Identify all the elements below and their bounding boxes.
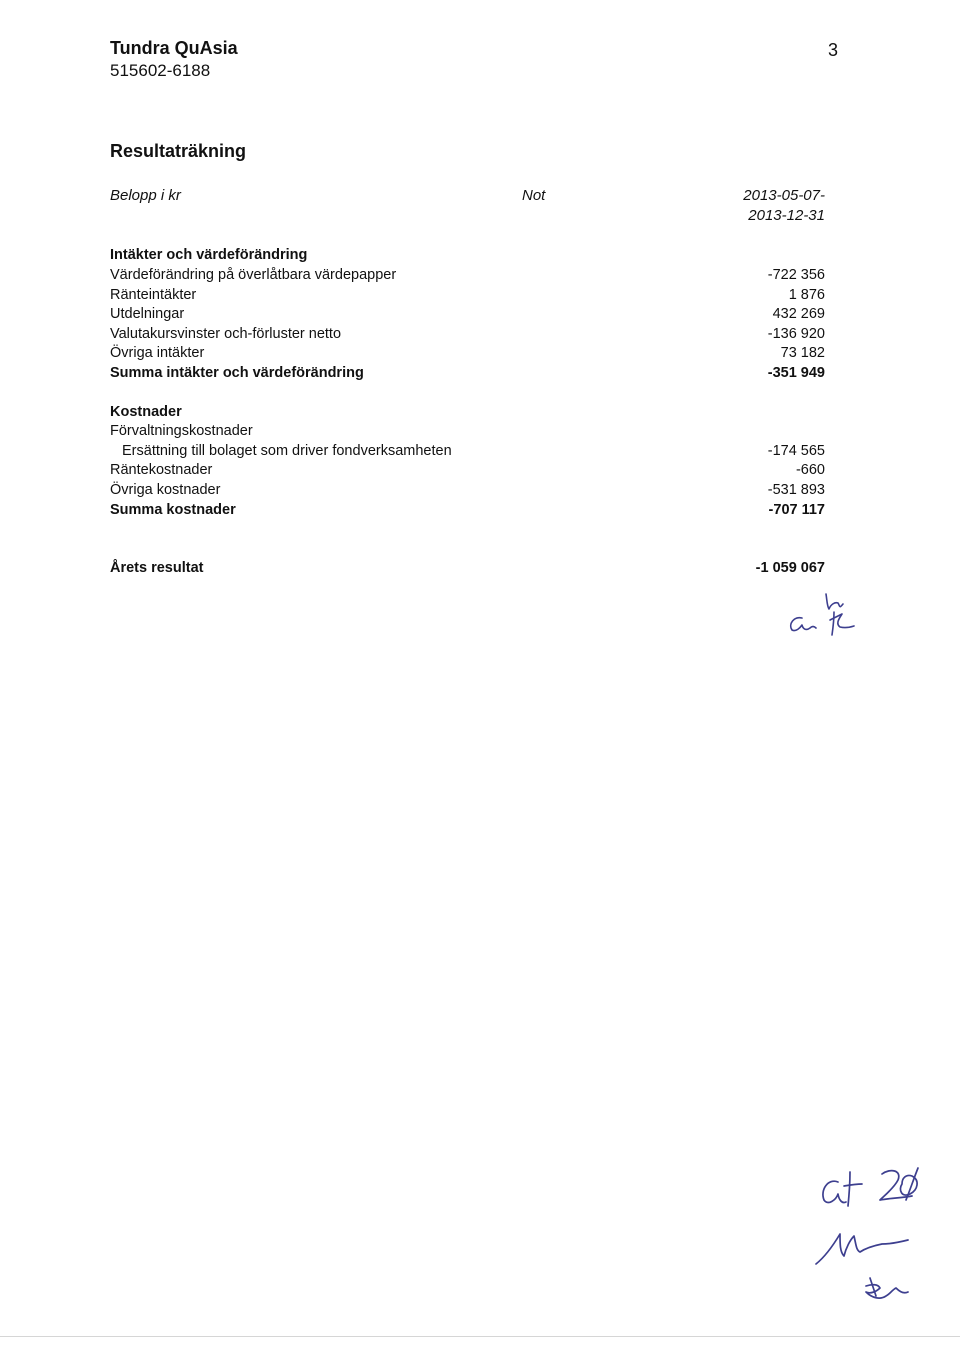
annual-result-label: Årets resultat	[110, 560, 204, 576]
income-section	[110, 245, 825, 265]
signature-initials	[810, 1160, 950, 1310]
income-row-value: 432 269	[772, 306, 825, 322]
income-row-label: Valutakursvinster och-förluster netto	[110, 326, 342, 342]
income-row-value: 1 876	[788, 287, 825, 303]
organization-number: 515602-6188	[110, 61, 211, 80]
cost-row-label: Räntekostnader	[110, 462, 213, 478]
company-name: Tundra QuAsia	[110, 38, 238, 58]
annual-result-row	[110, 558, 825, 578]
costs-total-label: Summa kostnader	[110, 502, 236, 518]
income-row-value: 73 182	[780, 345, 825, 361]
costs-subheading-row	[110, 421, 825, 441]
costs-section	[110, 402, 825, 422]
handwritten-initials	[780, 590, 860, 640]
income-row	[110, 343, 825, 363]
income-row	[110, 265, 825, 285]
income-row-label: Ränteintäkter	[110, 287, 197, 303]
costs-total-value: -707 117	[768, 502, 825, 518]
income-row-label: Utdelningar	[110, 306, 185, 322]
cost-row-value: -174 565	[767, 443, 825, 459]
income-row-value: -722 356	[767, 267, 825, 283]
costs-subheading: Förvaltningskostnader	[110, 423, 253, 439]
income-row-label: Värdeförändring på överlåtbara värdepapper	[110, 267, 397, 283]
cost-row-label: Övriga kostnader	[110, 482, 221, 498]
income-row	[110, 285, 825, 305]
period-header-start: 2013-05-07-	[743, 187, 825, 204]
amount-unit-label: Belopp i kr	[110, 187, 181, 204]
costs-total-row	[110, 500, 825, 520]
cost-row-value: -660	[795, 462, 825, 478]
costs-heading: Kostnader	[110, 404, 182, 420]
cost-row	[110, 441, 825, 461]
income-row	[110, 324, 825, 344]
cost-row-label: Ersättning till bolaget som driver fondverksamheten	[122, 443, 452, 459]
page-bottom-edge	[0, 1336, 960, 1337]
income-total-value: -351 949	[767, 365, 825, 381]
period-header-end: 2013-12-31	[748, 207, 825, 224]
cost-row	[110, 460, 825, 480]
income-row-value: -136 920	[767, 326, 825, 342]
page-number: 3	[828, 40, 839, 60]
annual-result-value: -1 059 067	[755, 560, 825, 576]
cost-row	[110, 480, 825, 500]
cost-row-value: -531 893	[767, 482, 825, 498]
income-total-row	[110, 363, 825, 383]
income-row-label: Övriga intäkter	[110, 345, 205, 361]
income-row	[110, 304, 825, 324]
income-heading: Intäkter och värdeförändring	[110, 247, 308, 263]
income-total-label: Summa intäkter och värdeförändring	[110, 365, 364, 381]
note-column-header: Not	[522, 187, 546, 204]
report-title: Resultaträkning	[110, 141, 247, 161]
